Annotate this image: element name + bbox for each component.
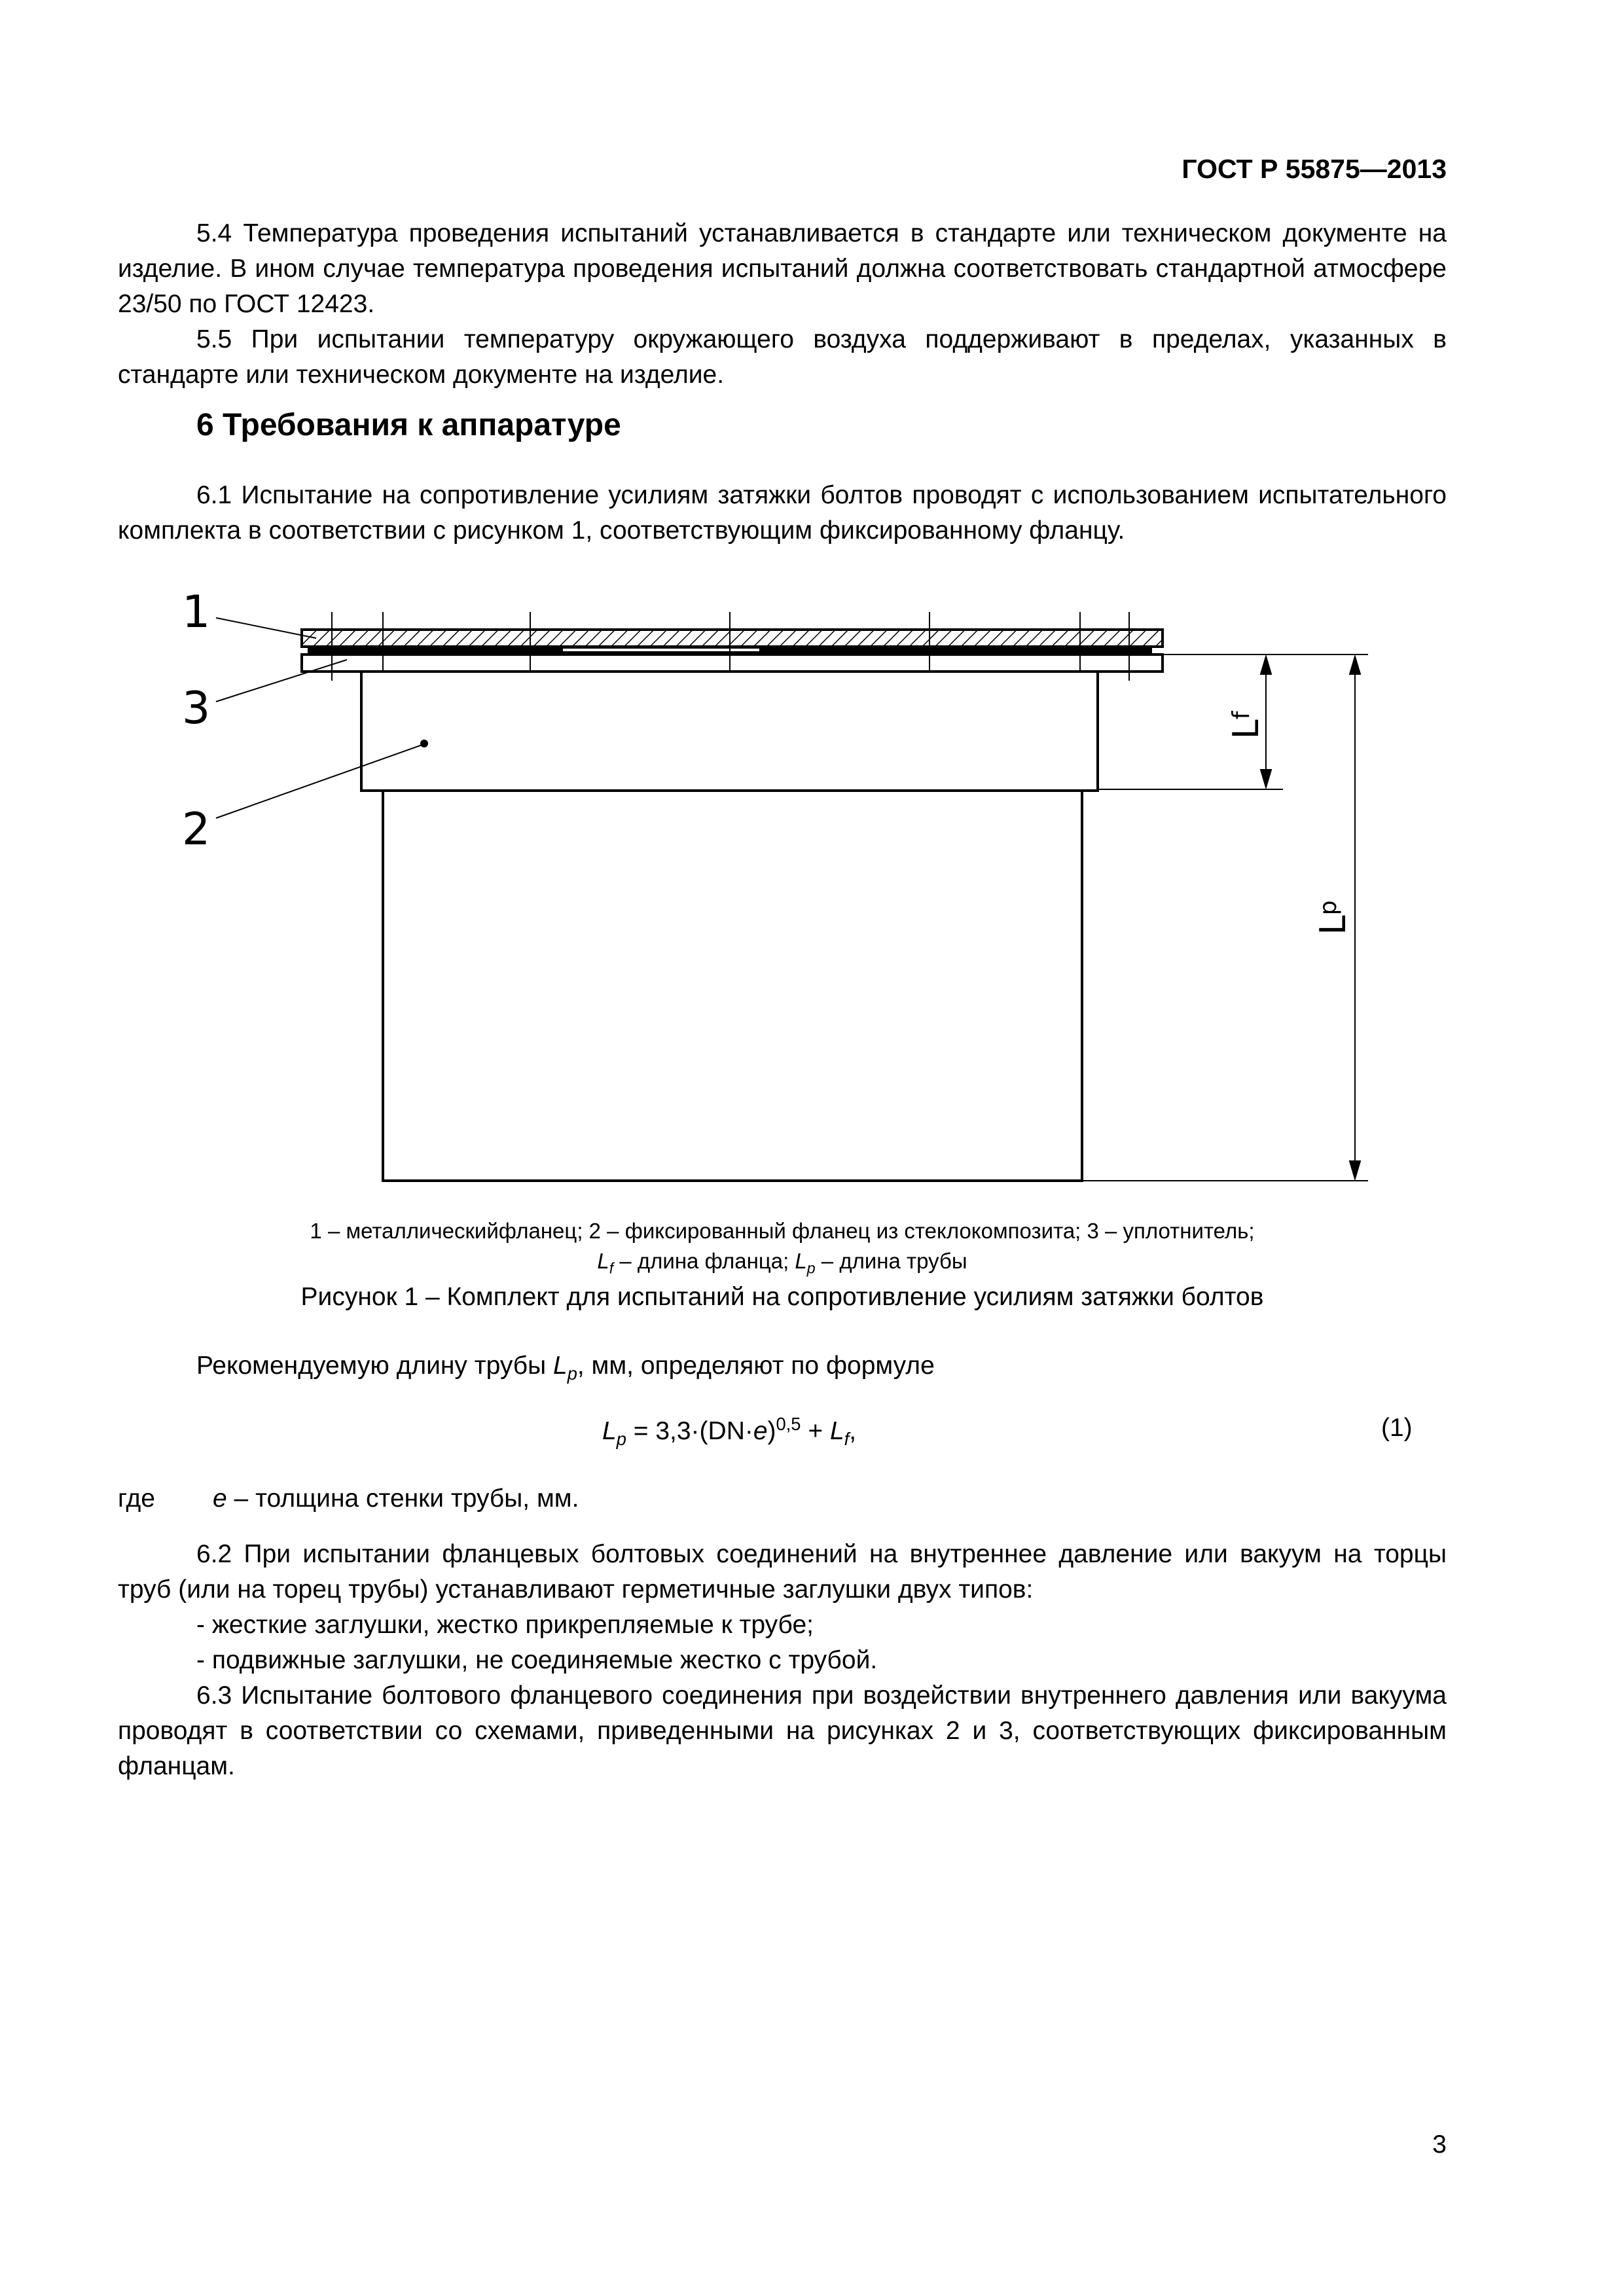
flange-plate [302,655,1163,672]
where-definition: e – толщина стенки трубы, мм. [213,1484,579,1513]
list-item-rigid: - жесткие заглушки, жестко прикрепляемые к трубе; [196,1611,814,1639]
callout-2: 2 [182,804,211,855]
label-lf [1225,710,1267,739]
paragraph-6-3: 6.3 Испытание болтового фланцевого соединения при воздействии внутреннего давления или вакуума проводят в соответствии со схемами, приведенными на рисунках 2 и 3, соответствующих фиксированным фланцам. [118,1681,1447,1780]
paragraph-5-4: 5.4 Температура проведения испытаний устанавливается в стандарте или техническом документе на изделие. В ином случае температура проведения испытаний должна соответствовать стандартной атмосфере 23/50 по ГОСТ 12423. [118,219,1447,318]
leader-2-dot [420,740,428,747]
figure-title: Рисунок 1 – Комплект для испытаний на сопротивление усилиям затяжки болтов [300,1283,1264,1311]
callout-3: 3 [182,683,211,734]
formula-1: $L_p = 3,3\cdot(DN\cdot e)^{0,5} + L_f$, [602,1414,857,1449]
document-number: ГОСТ Р 55875—2013 [1182,154,1447,184]
legend-line-1: 1 – металлическийфланец; 2 – фиксированный фланец из стеклокомпозита; 3 – уплотнитель; [310,1219,1255,1243]
svg-text:Lf: $L^f$ [1225,711,1267,740]
composite-flange [361,672,1098,791]
equation-number: (1) [1381,1414,1413,1442]
figure-legend [118,1216,1447,1283]
metal-flange [302,630,1163,647]
legend-line-2: $L_f$ – длина фланца; $L_p$ – длина трубы [597,1249,967,1277]
pipe [383,791,1082,1181]
label-lp [1312,901,1354,935]
paragraph-5-5: 5.5 При испытании температуру окружающего воздуха поддерживают в пределах, указанных в стандарте или техническом документе на изделие. [118,325,1447,389]
leader-1 [216,618,316,638]
callout-1: 1 [182,586,211,638]
paragraph-6-2 [118,1537,1447,1784]
formula-intro: Рекомендуемую длину трубы $L_p$, мм, определяют по формуле [196,1352,935,1384]
paragraph-6-1: 6.1 Испытание на сопротивление усилиям затяжки болтов проводят с использованием испытательного комплекта в соответствии с рисунком 1, соответствующим фиксированному фланцу. [118,481,1447,545]
leader-3 [216,660,347,702]
paragraph-6-2-intro: 6.2 При испытании фланцевых болтовых соединений на внутреннее давление или вакуум на торцы труб (или на торец трубы) устанавливают герметичные заглушки двух типов: [118,1540,1447,1604]
section-title: 6 Требования к аппаратуре [196,408,621,442]
where-label: где [118,1484,155,1513]
list-item-movable: - подвижные заглушки, не соединяемые жестко с трубой. [196,1646,878,1674]
svg-text:Lp: $L^p$ [1312,900,1354,935]
page-number: 3 [1432,2130,1447,2159]
